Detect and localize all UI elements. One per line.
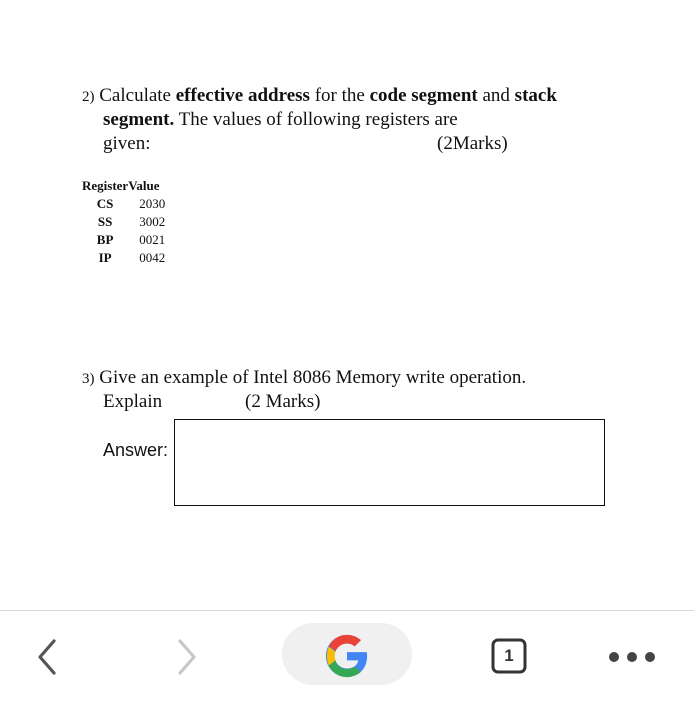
register-name: SS: [97, 214, 113, 229]
question-3-number: 3): [82, 371, 95, 387]
register-value: 0021: [139, 232, 166, 247]
tabs-button[interactable]: [490, 637, 528, 675]
question-2-line-3: given:: [103, 133, 151, 154]
more-menu-button[interactable]: [600, 645, 664, 669]
q2-bold-effective-address: effective address: [175, 85, 310, 106]
q2-text: for the: [309, 85, 370, 106]
q2-text: and: [477, 85, 515, 106]
question-2-line-2: [103, 108, 458, 132]
table-row: [82, 213, 165, 231]
browser-bottom-toolbar: [0, 610, 694, 701]
register-name: CS: [96, 196, 114, 211]
question-3-marks: (2 Marks): [245, 391, 321, 412]
q2-bold-segment: segment.: [103, 109, 175, 130]
register-table-header: [82, 177, 165, 195]
register-value: 3002: [139, 214, 166, 229]
question-3-line-2: Explain: [103, 391, 163, 412]
answer-input-box[interactable]: [174, 419, 605, 506]
table-row: [82, 249, 165, 267]
chevron-left-icon: [30, 635, 66, 679]
google-search-button[interactable]: [282, 623, 412, 685]
answer-label: Answer:: [103, 440, 169, 460]
register-value: 2030: [139, 196, 166, 211]
question-2-number: 2): [82, 89, 95, 105]
chevron-right-icon: [168, 635, 204, 679]
register-table: [82, 177, 165, 267]
question-3-line-1: [82, 366, 526, 391]
q2-text: The values of following registers are: [174, 109, 458, 130]
register-value: 0042: [139, 250, 166, 265]
table-row: [82, 195, 165, 213]
register-name: BP: [96, 232, 114, 247]
google-g-icon: [324, 633, 370, 679]
tab-count: 1: [504, 646, 514, 665]
q2-bold-stack: stack: [514, 85, 557, 106]
column-header-value: Value: [128, 178, 160, 193]
column-header-register: Register: [82, 178, 129, 193]
register-name: IP: [98, 250, 112, 265]
forward-button[interactable]: [168, 635, 204, 679]
q3-text: Give an example of Intel 8086 Memory write operation.: [99, 367, 527, 388]
q2-text: Calculate: [99, 85, 176, 106]
table-row: [82, 231, 165, 249]
q2-bold-code-segment: code segment: [369, 85, 478, 106]
more-dots-icon: [600, 645, 664, 669]
question-2-marks: (2Marks): [437, 133, 508, 154]
question-2-line-1: [82, 84, 557, 109]
back-button[interactable]: [30, 635, 66, 679]
